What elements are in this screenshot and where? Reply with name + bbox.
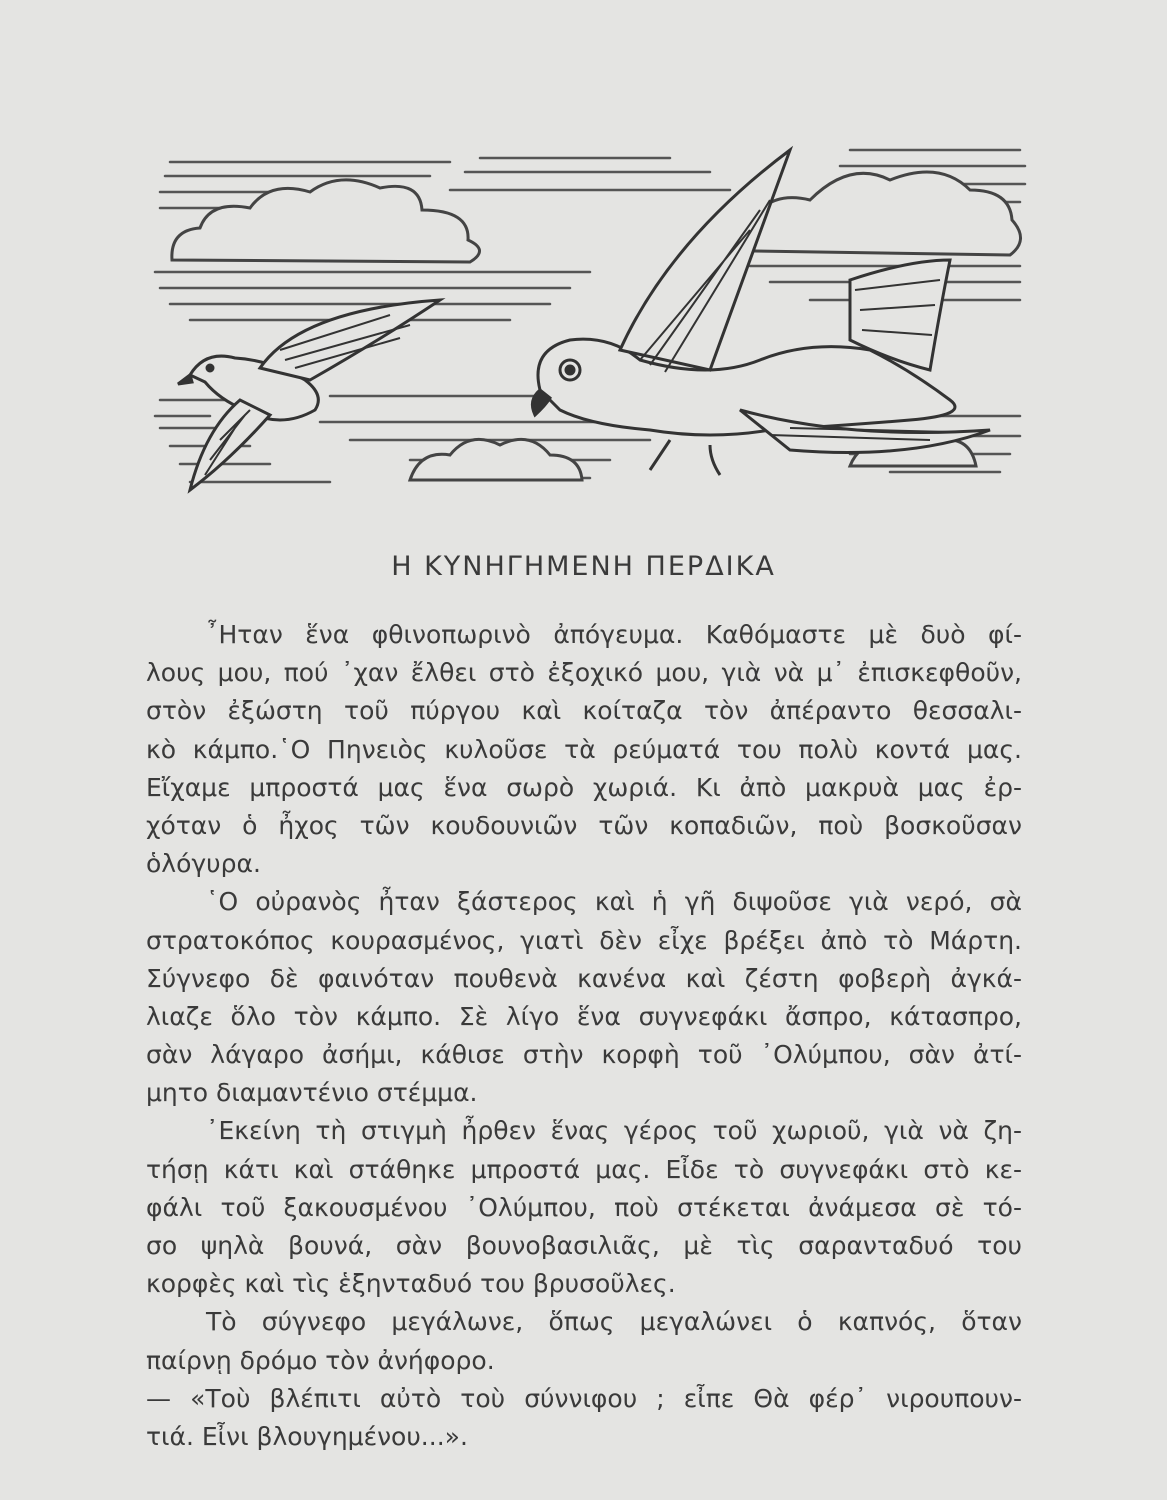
- story-body: [146, 616, 1022, 1456]
- text-line: κορφὲς καὶ τὶς ἑξηνταδυό του βρυσοῦλες.: [146, 1269, 676, 1299]
- text-line: Εἴχαμε μπροστά μας ἕνα σωρὸ χωριά. Κι ἀπὸ μακρυὰ μας ἐρ-: [146, 772, 1022, 802]
- text-line: λιαζε ὅλο τὸν κάμπο. Σὲ λίγο ἕνα συγνεφάκι ἄσπρο, κάτασπρο,: [146, 1001, 1022, 1031]
- text-line: — «Τοὺ βλέπιτι αὐτὸ τοὺ σύννιφου ; εἶπε Θὰ φέρ᾿ νιρουπουν-: [146, 1383, 1022, 1413]
- text-line: τήσῃ κάτι καὶ στάθηκε μπροστά μας. Εἶδε τὸ συγνεφάκι στὸ κε-: [146, 1154, 1022, 1184]
- falcon-chasing-partridge-illustration: [150, 110, 1030, 510]
- text-line: τιά. Εἶνι βλουγημένου...».: [146, 1421, 468, 1451]
- text-line: σὰν λάγαρο ἀσήμι, κάθισε στὴν κορφὴ τοῦ ᾿Ολύμπου, σὰν ἀτί-: [146, 1040, 1022, 1070]
- text-line: παίρνῃ δρόμο τὸν ἀνήφορο.: [146, 1345, 495, 1375]
- text-line: ῏Ηταν ἕνα φθινοπωρινὸ ἀπόγευμα. Καθόμαστε μὲ δυὸ φί-: [206, 620, 1022, 649]
- text-line: λους μου, πού ᾿χαν ἔλθει στὸ ἐξοχικό μου, γιὰ νὰ μ᾿ ἐπισκεφθοῦν,: [146, 658, 1022, 688]
- text-line: Σύγνεφο δὲ φαινόταν πουθενὰ κανένα καὶ ζέστη φοβερὴ ἀγκά-: [146, 963, 1022, 993]
- text-line: Τὸ σύγνεφο μεγάλωνε, ὅπως μεγαλώνει ὁ καπνός, ὅταν: [206, 1307, 1022, 1337]
- text-line: στρατοκόπος κουρασμένος, γιατὶ δὲν εἶχε βρέξει ἀπὸ τὸ Μάρτη.: [146, 925, 1022, 955]
- text-line: ῾Ο οὐρανὸς ἦταν ξάστερος καὶ ἡ γῆ διψοῦσε γιὰ νερό, σὰ: [206, 887, 1022, 917]
- text-line: φάλι τοῦ ξακουσμένου ᾿Ολύμπου, ποὺ στέκεται ἀνάμεσα σὲ τό-: [146, 1192, 1022, 1222]
- text-line: στὸν ἐξώστη τοῦ πύργου καὶ κοίταζα τὸν ἀπέραντο θεσσαλι-: [146, 696, 1022, 726]
- text-line: μητο διαμαντένιο στέμμα.: [146, 1078, 478, 1108]
- text-line: χόταν ὁ ἦχος τῶν κουδουνιῶν τῶν κοπαδιῶν, ποὺ βοσκοῦσαν: [146, 810, 1022, 840]
- text-line: κὸ κάμπο.῾Ο Πηνειὸς κυλοῦσε τὰ ρεύματά του πολὺ κοντά μας.: [146, 734, 1022, 764]
- text-line: σο ψηλὰ βουνά, σὰν βουνοβασιλιᾶς, μὲ τὶς σαρανταδυό του: [146, 1231, 1022, 1260]
- text-line: ᾿Εκείνη τὴ στιγμὴ ἦρθεν ἕνας γέρος τοῦ χωριοῦ, γιὰ νὰ ζη-: [206, 1116, 1022, 1146]
- text-line: ὁλόγυρα.: [146, 849, 261, 879]
- story-title: Η ΚΥΝΗΓΗΜΕΝΗ ΠΕΡΔΙΚΑ: [391, 551, 776, 582]
